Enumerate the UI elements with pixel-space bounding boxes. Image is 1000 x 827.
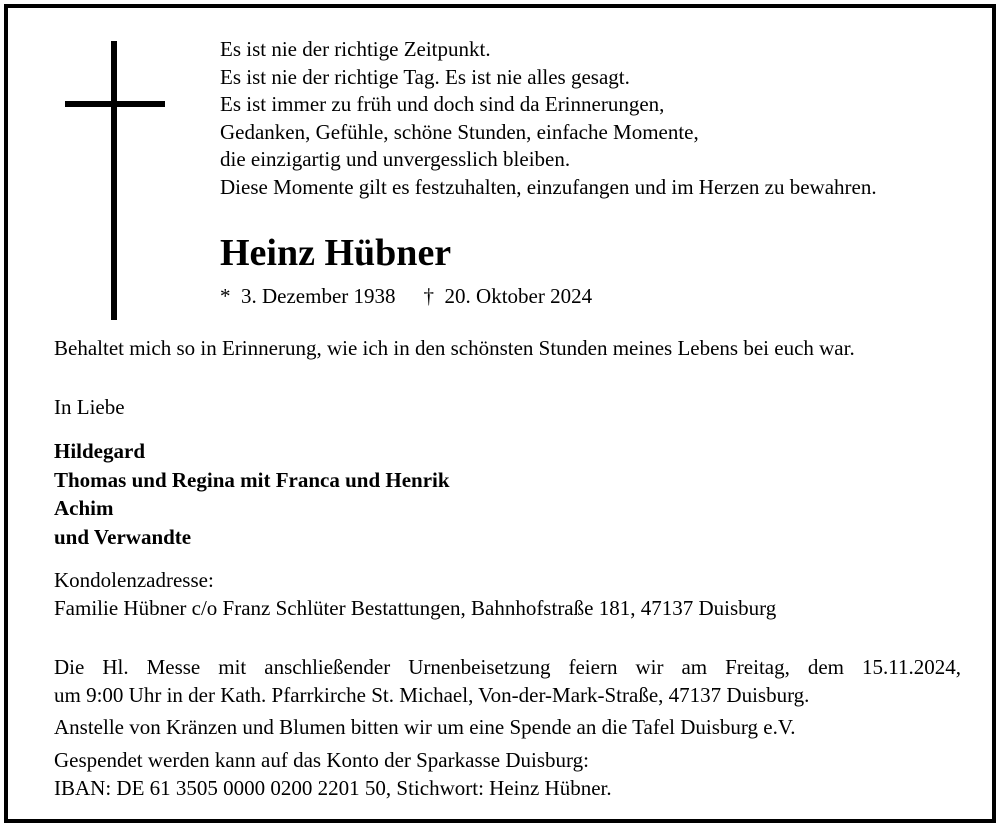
condolence-label: Kondolenzadresse: (54, 568, 214, 592)
poem-line: Diese Momente gilt es festzuhalten, einzufangen und im Herzen zu bewahren. (220, 174, 877, 199)
poem (220, 36, 877, 201)
poem-line: Es ist immer zu früh und doch sind da Erinnerungen, (220, 92, 665, 116)
cross-icon-bar (65, 101, 165, 107)
obituary-frame (4, 4, 996, 823)
mass-line: um 9:00 Uhr in der Kath. Pfarrkirche St. Michael, Von-der-Mark-Straße, 47137 Duisburg. (54, 683, 810, 707)
account-line: Gespendet werden kann auf das Konto der Sparkasse Duisburg: (54, 748, 589, 772)
family-member: Thomas und Regina mit Franca und Henrik (54, 467, 450, 492)
account-info (54, 746, 612, 802)
family-member: Achim (54, 496, 114, 520)
poem-line: Es ist nie der richtige Tag. Es ist nie alles gesagt. (220, 64, 630, 89)
in-love-label: In Liebe (54, 395, 125, 419)
poem-line: Gedanken, Gefühle, schöne Stunden, einfache Momente, (220, 119, 699, 144)
poem-line: Es ist nie der richtige Zeitpunkt. (220, 37, 491, 61)
donation-request: Anstelle von Kränzen und Blumen bitten wir um eine Spende an die Tafel Duisburg e.V. (54, 715, 796, 739)
mass-line: Die Hl. Messe mit anschließender Urnenbeisetzung feiern wir am Freitag, dem 15.11.2024, (54, 655, 961, 679)
death-symbol: † (423, 284, 435, 308)
condolence-block (54, 566, 776, 622)
mass-info (54, 653, 961, 709)
condolence-address: Familie Hübner c/o Franz Schlüter Bestattungen, Bahnhofstraße 181, 47137 Duisburg (54, 596, 777, 620)
life-dates (220, 282, 592, 310)
farewell-quote: Behaltet mich so in Erinnerung, wie ich in den schönsten Stunden meines Lebens bei euch war. (54, 336, 855, 360)
iban-line: IBAN: DE 61 3505 0000 0200 2201 50, Stichwort: Heinz Hübner. (54, 776, 612, 800)
birth-date: 3. Dezember 1938 (241, 284, 396, 308)
cross-icon (111, 41, 117, 320)
death-date: 20. Oktober 2024 (444, 284, 593, 308)
birth-symbol: * (220, 284, 231, 308)
family-member: und Verwandte (54, 524, 192, 549)
family-member: Hildegard (54, 439, 146, 463)
poem-line: die einzigartig und unvergesslich bleiben. (220, 147, 571, 171)
family-list (54, 437, 450, 551)
deceased-name: Heinz Hübner (220, 232, 452, 274)
